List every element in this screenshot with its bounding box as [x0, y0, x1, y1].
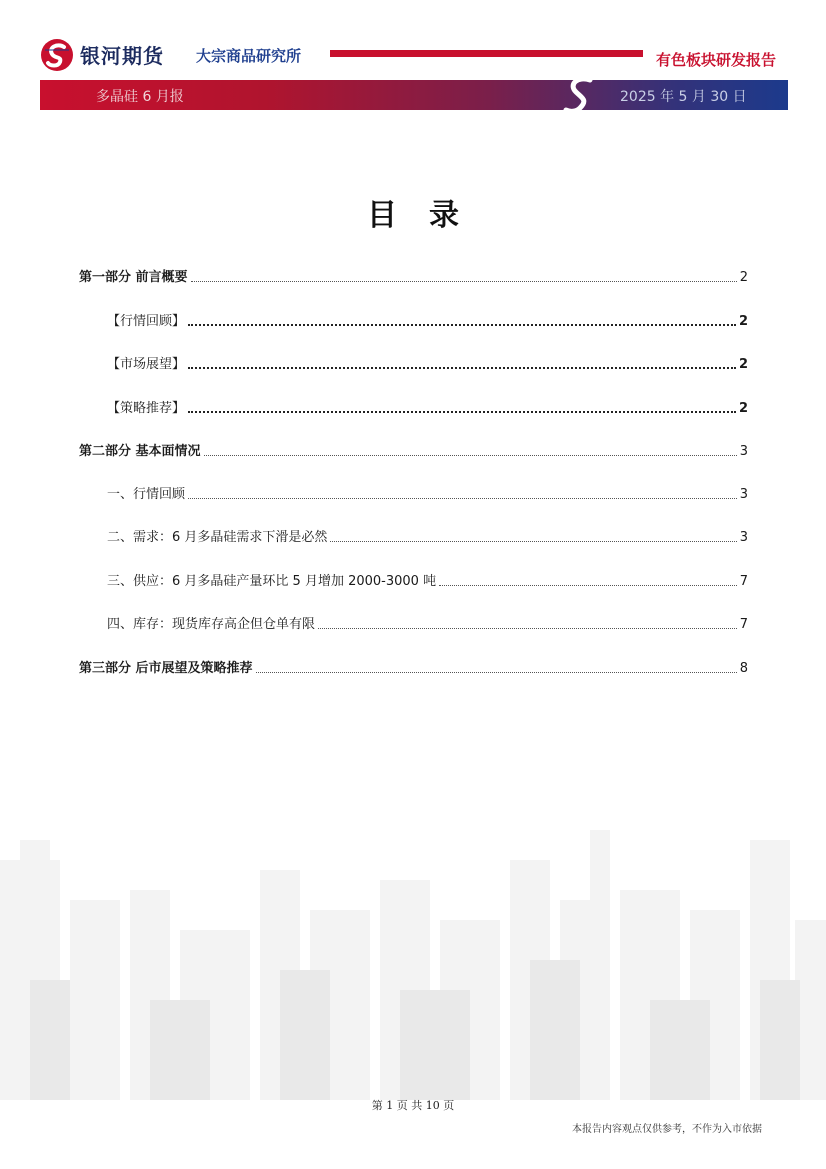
toc-entry-page: 2 — [738, 357, 748, 372]
toc-entry-label: 【策略推荐】 — [107, 401, 186, 416]
toc-entry-market-review[interactable] — [107, 310, 748, 329]
header-divider — [330, 50, 643, 57]
toc-dot-leader — [188, 323, 736, 326]
toc-entry-part-3[interactable] — [79, 657, 748, 676]
toc-heading: 目录 — [367, 198, 491, 233]
toc-entry-page: 3 — [739, 444, 748, 459]
page-indicator: 第 1 页 共 10 页 — [371, 1099, 455, 1112]
toc-entry-page: 2 — [739, 270, 748, 285]
toc-entry-page: 7 — [739, 574, 748, 589]
toc-entry-part-2[interactable] — [79, 440, 748, 459]
toc-dot-leader — [191, 280, 737, 282]
skyline-watermark — [0, 800, 826, 1100]
toc-dot-leader — [330, 540, 736, 542]
galaxy-futures-logo-icon — [40, 38, 74, 72]
toc-entry-section-3[interactable] — [107, 570, 748, 589]
toc-entry-page: 2 — [738, 314, 748, 329]
toc-entry-part-1[interactable] — [79, 266, 748, 285]
toc-entry-label: 第二部分 基本面情况 — [79, 444, 201, 459]
toc-entry-page: 7 — [739, 617, 748, 632]
toc-dot-leader — [318, 627, 737, 629]
report-title: 多晶硅 6 月报 — [96, 89, 184, 105]
institute-name: 大宗商品研究所 — [196, 47, 302, 65]
toc-entry-section-1[interactable] — [107, 483, 748, 502]
report-date: 2025 年 5 月 30 日 — [620, 89, 747, 105]
brand-name: 银河期货 — [80, 44, 164, 68]
toc-entry-page: 8 — [739, 661, 748, 676]
disclaimer: 本报告内容观点仅供参考，不作为入市依据 — [572, 1124, 762, 1135]
toc-entry-label: 【行情回顾】 — [107, 314, 186, 329]
toc-dot-leader — [188, 410, 736, 413]
toc-entry-market-outlook[interactable] — [107, 353, 748, 372]
toc-dot-leader — [204, 454, 737, 456]
toc-entry-label: 【市场展望】 — [107, 357, 186, 372]
toc-entry-section-2[interactable] — [107, 526, 748, 545]
toc-entry-strategy[interactable] — [107, 397, 748, 416]
toc-entry-page: 3 — [739, 530, 748, 545]
toc-entry-section-4[interactable] — [107, 613, 748, 632]
toc-entry-label: 四、库存：现货库存高企但仓单有限 — [107, 617, 316, 632]
toc-entry-page: 3 — [739, 487, 748, 502]
toc-entry-label: 一、行情回顾 — [107, 487, 186, 502]
toc-entry-page: 2 — [738, 401, 748, 416]
toc-entry-label: 第三部分 后市展望及策略推荐 — [79, 661, 253, 676]
title-banner — [40, 80, 788, 110]
swirl-logo-icon — [560, 80, 600, 110]
toc-dot-leader — [256, 671, 737, 673]
toc-dot-leader — [188, 497, 737, 499]
toc-entry-label: 二、需求：6 月多晶硅需求下滑是必然 — [107, 530, 328, 545]
toc-entry-label: 第一部分 前言概要 — [79, 270, 188, 285]
report-series: 有色板块研发报告 — [656, 51, 777, 69]
toc-entry-label: 三、供应：6 月多晶硅产量环比 5 月增加 2000-3000 吨 — [107, 574, 437, 589]
toc-dot-leader — [439, 584, 737, 586]
toc-dot-leader — [188, 366, 736, 369]
